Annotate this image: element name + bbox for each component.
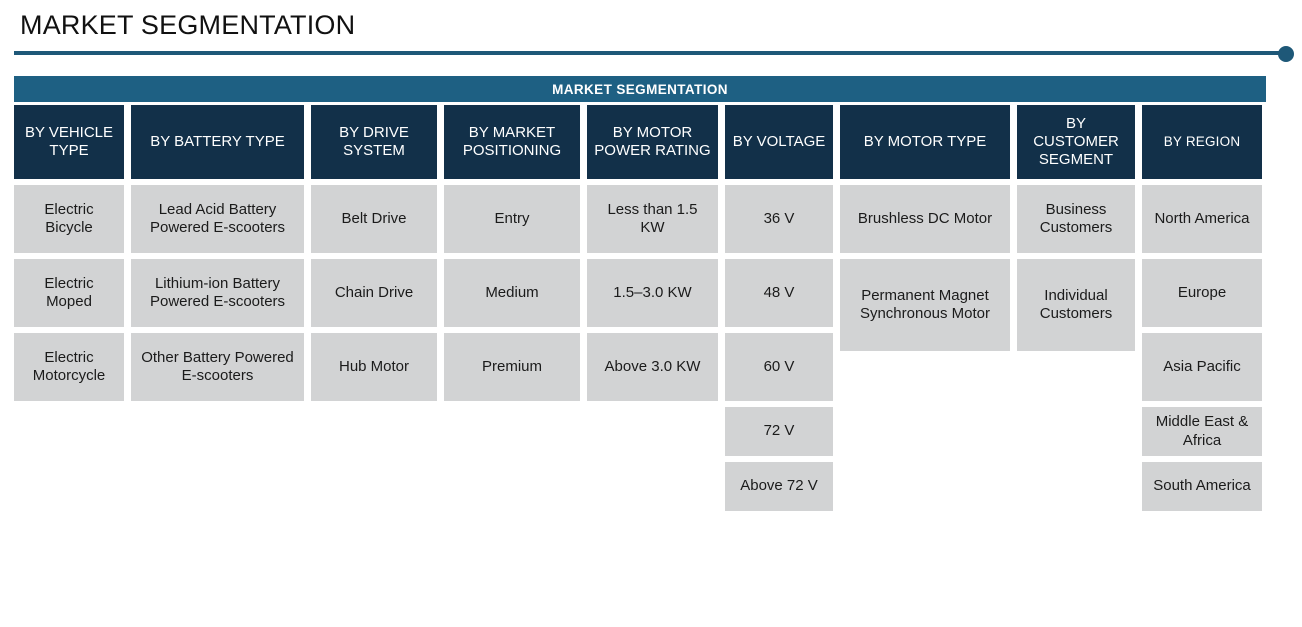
column-header: BY MOTOR POWER RATING xyxy=(587,105,718,179)
table-cell: Brushless DC Motor xyxy=(840,185,1010,253)
divider-line xyxy=(14,51,1282,55)
table-cell: Permanent Magnet Synchronous Motor xyxy=(840,259,1010,351)
segment-column-drive-system xyxy=(311,105,437,401)
table-cell: Above 3.0 KW xyxy=(587,333,718,401)
segment-column-motor-power-rating xyxy=(587,105,718,401)
table-cell: Premium xyxy=(444,333,580,401)
table-cell: North America xyxy=(1142,185,1262,253)
segmentation-table xyxy=(14,76,1288,511)
table-cell: Electric Motorcycle xyxy=(14,333,124,401)
table-cell: Business Customers xyxy=(1017,185,1135,253)
table-cell: Asia Pacific xyxy=(1142,333,1262,401)
table-cell: 72 V xyxy=(725,407,833,456)
table-cell: Less than 1.5 KW xyxy=(587,185,718,253)
table-cell: Electric Moped xyxy=(14,259,124,327)
table-cell: Other Battery Powered E-scooters xyxy=(131,333,304,401)
column-header: BY CUSTOMER SEGMENT xyxy=(1017,105,1135,179)
column-header: BY MARKET POSITIONING xyxy=(444,105,580,179)
column-header: BY BATTERY TYPE xyxy=(131,105,304,179)
table-cell: Above 72 V xyxy=(725,462,833,511)
column-header: BY MOTOR TYPE xyxy=(840,105,1010,179)
column-header: BY DRIVE SYSTEM xyxy=(311,105,437,179)
table-cell: Europe xyxy=(1142,259,1262,327)
table-cell: 1.5–3.0 KW xyxy=(587,259,718,327)
table-cell: Middle East & Africa xyxy=(1142,407,1262,456)
divider-dot-icon xyxy=(1278,46,1294,62)
column-header: BY REGION xyxy=(1142,105,1262,179)
page-title: MARKET SEGMENTATION xyxy=(20,10,356,40)
table-cell: Chain Drive xyxy=(311,259,437,327)
table-cell: 60 V xyxy=(725,333,833,401)
title-divider xyxy=(14,46,1294,64)
table-cell: South America xyxy=(1142,462,1262,511)
column-header: BY VEHICLE TYPE xyxy=(14,105,124,179)
table-cell: Entry xyxy=(444,185,580,253)
table-cell: Medium xyxy=(444,259,580,327)
segment-column-region xyxy=(1142,105,1262,511)
segment-column-voltage xyxy=(725,105,833,511)
table-cell: Hub Motor xyxy=(311,333,437,401)
segment-column-customer-segment xyxy=(1017,105,1135,351)
table-cell: Belt Drive xyxy=(311,185,437,253)
table-cell: Individual Customers xyxy=(1017,259,1135,351)
table-cell: Electric Bicycle xyxy=(14,185,124,253)
segment-column-market-positioning xyxy=(444,105,580,401)
table-cell: Lead Acid Battery Powered E-scooters xyxy=(131,185,304,253)
segment-column-battery-type xyxy=(131,105,304,401)
segment-column-motor-type xyxy=(840,105,1010,351)
table-cell: 48 V xyxy=(725,259,833,327)
segmentation-columns xyxy=(14,105,1288,511)
column-header: BY VOLTAGE xyxy=(725,105,833,179)
table-cell: Lithium-ion Battery Powered E-scooters xyxy=(131,259,304,327)
table-banner: MARKET SEGMENTATION xyxy=(14,76,1266,102)
table-cell: 36 V xyxy=(725,185,833,253)
segment-column-vehicle-type xyxy=(14,105,124,401)
